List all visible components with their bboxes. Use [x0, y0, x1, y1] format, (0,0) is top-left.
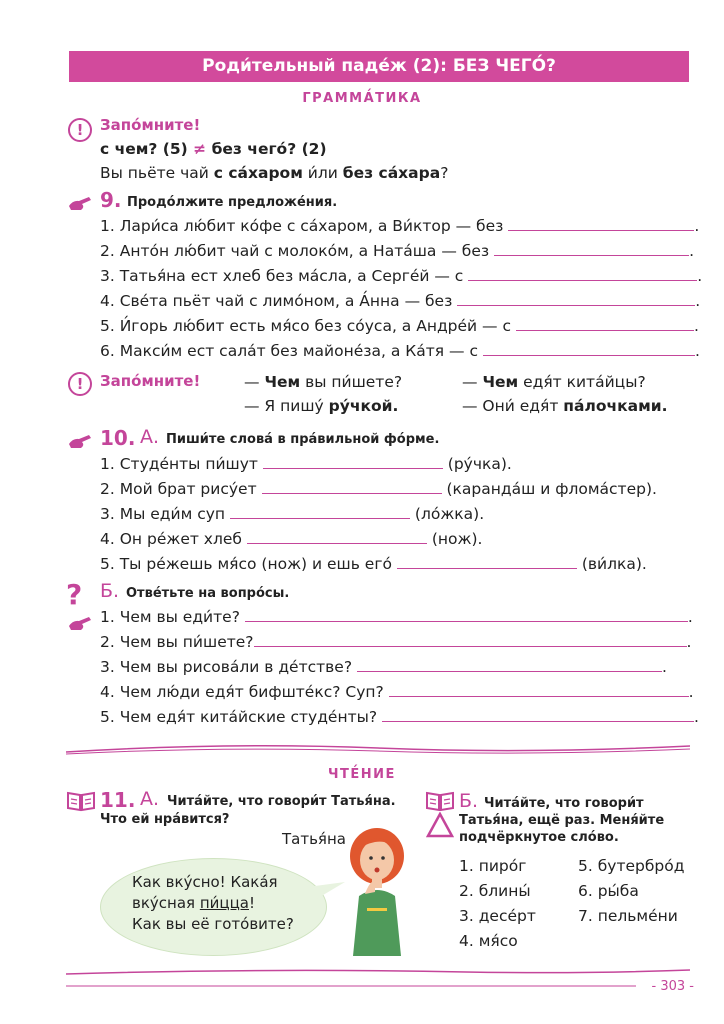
ex11b-word-6: 6. ры́ба [578, 882, 639, 900]
note2-question-1: — Чем вы пи́шете? [244, 373, 403, 391]
section-divider [66, 742, 690, 760]
answer-blank[interactable] [389, 682, 689, 697]
reading-heading: ЧТЕ́НИЕ [328, 767, 396, 782]
bubble-line-3: Как вы её гото́вите? [132, 915, 294, 933]
grammar-heading: ГРАММА́ТИКА [302, 91, 422, 106]
answer-blank[interactable] [483, 341, 695, 356]
ex10a-item-5: 5. Ты ре́жешь мя́со (нож) и ешь его́ (ви́лка). [100, 555, 647, 573]
ex10a-item-4: 4. Он ре́жет хлеб (нож). [100, 530, 483, 548]
footer-divider [66, 966, 690, 988]
note1-line1 [100, 140, 327, 158]
speech-bubble-text [132, 872, 294, 935]
ex11b-word-5: 5. бутербро́д [578, 857, 685, 875]
ex11b-word-1: 1. пиро́г [459, 857, 527, 875]
note1-line2: Вы пьёте чай с са́харом и́ли без са́хара? [100, 164, 449, 182]
exercise-11b-instruction-2: Татья́на, ещё раз. Меня́йте [459, 813, 665, 828]
speech-bubble-tail [300, 880, 350, 910]
ex11b-word-7: 7. пельме́ни [578, 907, 678, 925]
answer-blank[interactable] [247, 529, 427, 544]
ex10a-item-2: 2. Мой брат рису́ет (каранда́ш и флома́стер). [100, 480, 657, 498]
answer-blank[interactable] [245, 607, 688, 622]
note1-with-what: с чем? (5) [100, 140, 188, 158]
question-mark-icon: ? [66, 578, 83, 611]
page-title: Роди́тельный паде́ж (2): БЕЗ ЧЕГО́? [69, 51, 689, 82]
note2-question-2: — Чем едя́т кита́йцы? [462, 373, 646, 391]
exercise-9-instruction: Продо́лжите предложе́ния. [127, 195, 338, 210]
ex10b-item-3: 3. Чем вы рисова́ли в де́тстве? . [100, 658, 667, 676]
answer-blank[interactable] [263, 454, 443, 469]
ex9-item-6: 6. Макси́м ест сала́т без майоне́за, а Ка́тя — с . [100, 342, 700, 360]
answer-blank[interactable] [382, 707, 694, 722]
ex10b-item-4: 4. Чем лю́ди едя́т бифште́кс? Суп? . [100, 683, 694, 701]
ex11b-word-2: 2. блины́ [459, 882, 531, 900]
bubble-line-1: Как вку́сно! Кака́я [132, 873, 278, 891]
answer-blank[interactable] [230, 504, 410, 519]
exercise-11-number: 11. [100, 788, 136, 812]
remember-label-1: Запо́мните! [100, 116, 201, 134]
writing-hand-icon [67, 612, 93, 632]
answer-blank[interactable] [508, 216, 694, 231]
writing-hand-icon [67, 430, 93, 450]
book-icon [66, 790, 96, 812]
ex11b-word-4: 4. мя́со [459, 932, 518, 950]
exercise-10-number: 10. [100, 426, 136, 450]
note2-answer-2: — Они́ едя́т па́лочками. [462, 397, 668, 415]
ex11b-word-3: 3. десе́рт [459, 907, 536, 925]
answer-blank[interactable] [516, 316, 694, 331]
ex9-item-2: 2. Анто́н лю́бит чай с молоко́м, а Ната́ша — без . [100, 242, 694, 260]
answer-blank[interactable] [397, 554, 577, 569]
answer-blank[interactable] [254, 632, 687, 647]
ex10a-item-3: 3. Мы еди́м суп (ло́жка). [100, 505, 485, 523]
exclamation-icon: ! [68, 372, 92, 396]
bubble-line-2: вку́сная пи́цца! [132, 894, 256, 912]
exercise-10-letter-b: Б. [100, 580, 120, 602]
ex10a-item-1: 1. Студе́нты пи́шут (ру́чка). [100, 455, 512, 473]
answer-blank[interactable] [262, 479, 442, 494]
exercise-9-number: 9. [100, 188, 122, 212]
underlined-word: пи́цца [199, 894, 249, 912]
ex10b-item-1: 1. Чем вы еди́те? . [100, 608, 693, 626]
exercise-11-letter-a: А. [140, 788, 160, 810]
writing-hand-icon [67, 192, 93, 212]
tatiana-illustration [345, 822, 410, 956]
page-number: - 303 - [651, 979, 694, 994]
triangle-icon [426, 812, 454, 838]
ex9-item-1: 1. Лари́са лю́бит ко́фе с са́харом, а Ви́ктор — без . [100, 217, 700, 235]
exercise-10a-instruction: Пиши́те слова́ в пра́вильной фо́рме. [166, 432, 440, 447]
note1-without-what: без чего́? (2) [211, 140, 327, 158]
exercise-11a-instruction-2: Что ей нра́вится? [100, 812, 230, 827]
ex10b-item-2: 2. Чем вы пи́шете? . [100, 633, 692, 651]
exercise-11b-instruction-3: подчёркнутое сло́во. [459, 830, 619, 845]
exercise-11b-instruction-1: Чита́йте, что говори́т [484, 796, 644, 811]
exclamation-icon: ! [68, 118, 92, 142]
note2-answer-1: — Я пишу́ ру́чкой. [244, 397, 399, 415]
speaker-name: Татья́на [282, 830, 346, 848]
ex9-item-5: 5. И́горь лю́бит есть мя́со без со́уса, а Андре́й — с . [100, 317, 699, 335]
exercise-10b-instruction: Отве́тьте на вопро́сы. [126, 586, 290, 601]
ex10b-item-5: 5. Чем едя́т кита́йские студе́нты? . [100, 708, 699, 726]
answer-blank[interactable] [357, 657, 662, 672]
not-equal-sign: ≠ [193, 140, 207, 158]
ex9-item-4: 4. Све́та пьёт чай с лимо́ном, а А́нна — без . [100, 292, 701, 310]
ex9-item-3: 3. Татья́на ест хлеб без ма́сла, а Серге́й — с . [100, 267, 703, 285]
exercise-10-letter-a: А. [140, 426, 160, 448]
answer-blank[interactable] [468, 266, 697, 281]
answer-blank[interactable] [457, 291, 695, 306]
answer-blank[interactable] [494, 241, 689, 256]
exercise-11-letter-b: Б. [459, 790, 479, 812]
book-icon [425, 790, 455, 812]
exercise-11a-instruction-1: Чита́йте, что говори́т Татья́на. [167, 794, 396, 809]
remember-label-2: Запо́мните! [100, 372, 201, 390]
